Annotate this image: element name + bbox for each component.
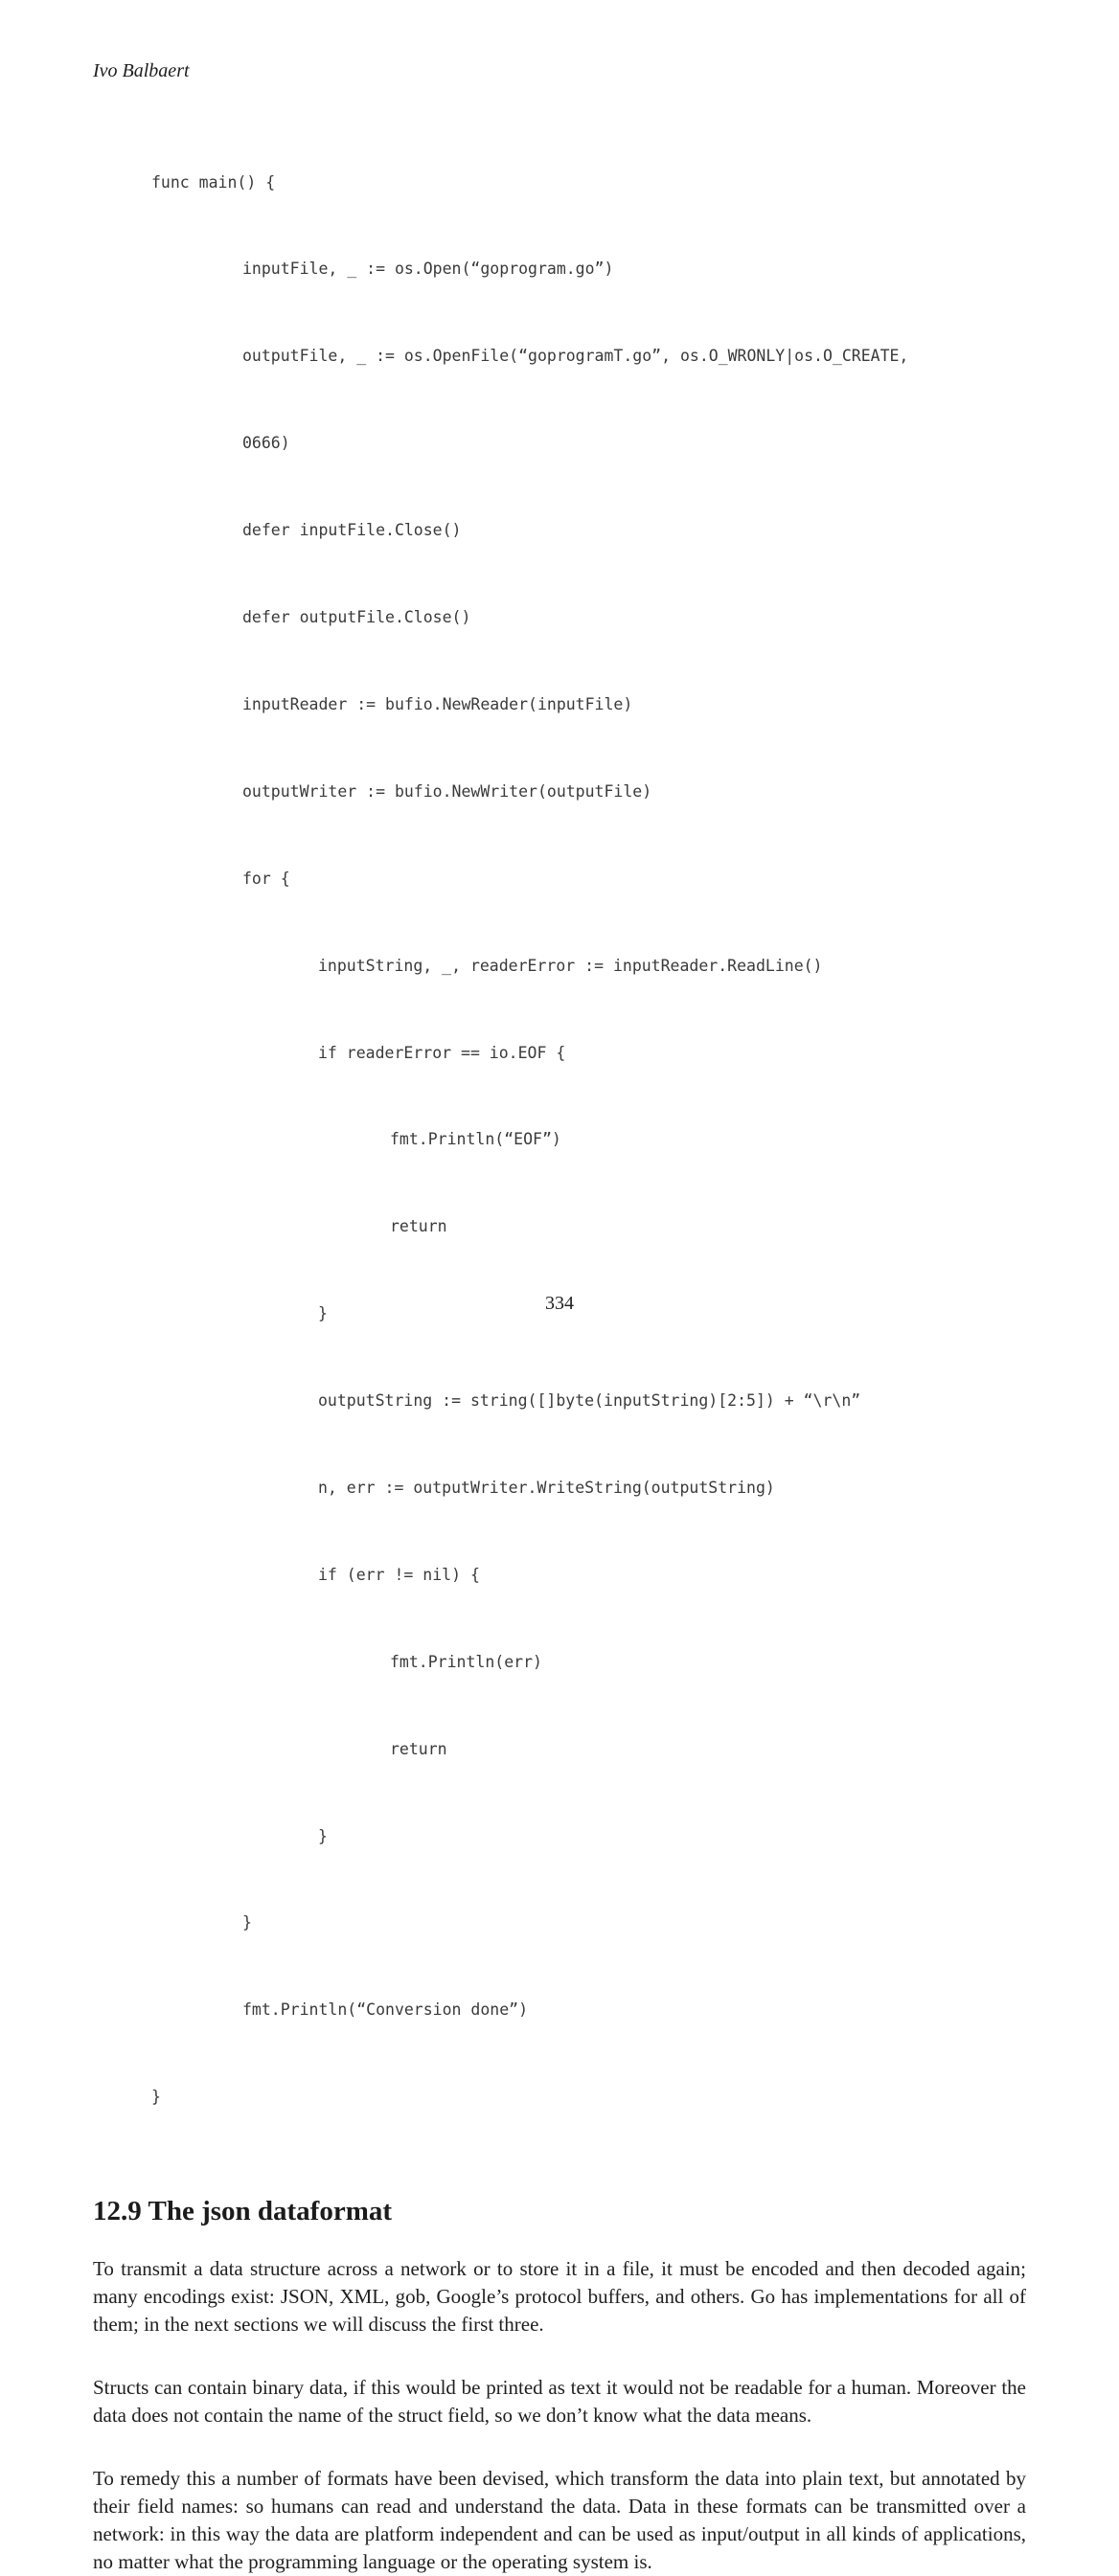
code-line: fmt.Println(“Conversion done”) bbox=[242, 2000, 529, 2020]
page-number: 334 bbox=[545, 1293, 574, 1314]
paragraph: To transmit a data structure across a network or to store it in a file, it must be encoded and then decoded again; many encodings exist: JSON, XML, gob, Google’s protocol buffers, and others. Go has implementations for all of them; in the next sections we will discuss the first three. bbox=[93, 2257, 1026, 2337]
code-listing bbox=[151, 110, 1026, 2170]
code-line: } bbox=[318, 1304, 328, 1323]
code-line: return bbox=[390, 1739, 447, 1758]
code-line: inputString, _, readerError := inputReader.ReadLine() bbox=[318, 956, 823, 975]
code-line: if readerError == io.EOF { bbox=[318, 1043, 566, 1062]
code-line: defer inputFile.Close() bbox=[242, 521, 462, 540]
code-line: if (err != nil) { bbox=[318, 1565, 480, 1584]
author-header: Ivo Balbaert bbox=[93, 60, 190, 81]
paragraph: To remedy this a number of formats have been devised, which transform the data into plain text, but annotated by their field names: so humans can read and understand the data. Data in these formats can be transmitted over a network: in this way the data are platform independent and can be used as input/output in all kinds of applications, no matter what the programming language or the operating system is. bbox=[93, 2467, 1026, 2574]
code-line: inputReader := bufio.NewReader(inputFile) bbox=[242, 694, 633, 713]
code-line: n, err := outputWriter.WriteString(outputString) bbox=[318, 1478, 775, 1497]
section-body bbox=[93, 2255, 1026, 2576]
code-line: outputString := string([]byte(inputString)[2:5]) + “\r\n” bbox=[318, 1391, 861, 1411]
code-line: fmt.Println(“EOF”) bbox=[390, 1130, 561, 1149]
code-line: outputFile, _ := os.OpenFile(“goprogramT.go”, os.O_WRONLY|os.O_CREATE, bbox=[242, 347, 909, 366]
code-line: } bbox=[151, 2088, 161, 2107]
code-line: return bbox=[390, 1217, 447, 1236]
code-line: } bbox=[242, 1913, 252, 1932]
code-line: } bbox=[318, 1826, 328, 1845]
paragraph: Structs can contain binary data, if this would be printed as text it would not be readable for a human. Moreover the data does not contain the name of the struct field, so we don’t know what the data means. bbox=[93, 2376, 1026, 2428]
code-line: defer outputFile.Close() bbox=[242, 608, 471, 627]
code-line: inputFile, _ := os.Open(“goprogram.go”) bbox=[242, 260, 614, 279]
code-line: fmt.Println(err) bbox=[390, 1652, 542, 1671]
section-heading: 12.9 The json dataformat bbox=[93, 2196, 393, 2227]
code-line: for { bbox=[242, 869, 290, 888]
code-line: func main() { bbox=[151, 172, 276, 192]
code-line: outputWriter := bufio.NewWriter(outputFile) bbox=[242, 781, 652, 801]
code-line: 0666) bbox=[242, 434, 290, 453]
